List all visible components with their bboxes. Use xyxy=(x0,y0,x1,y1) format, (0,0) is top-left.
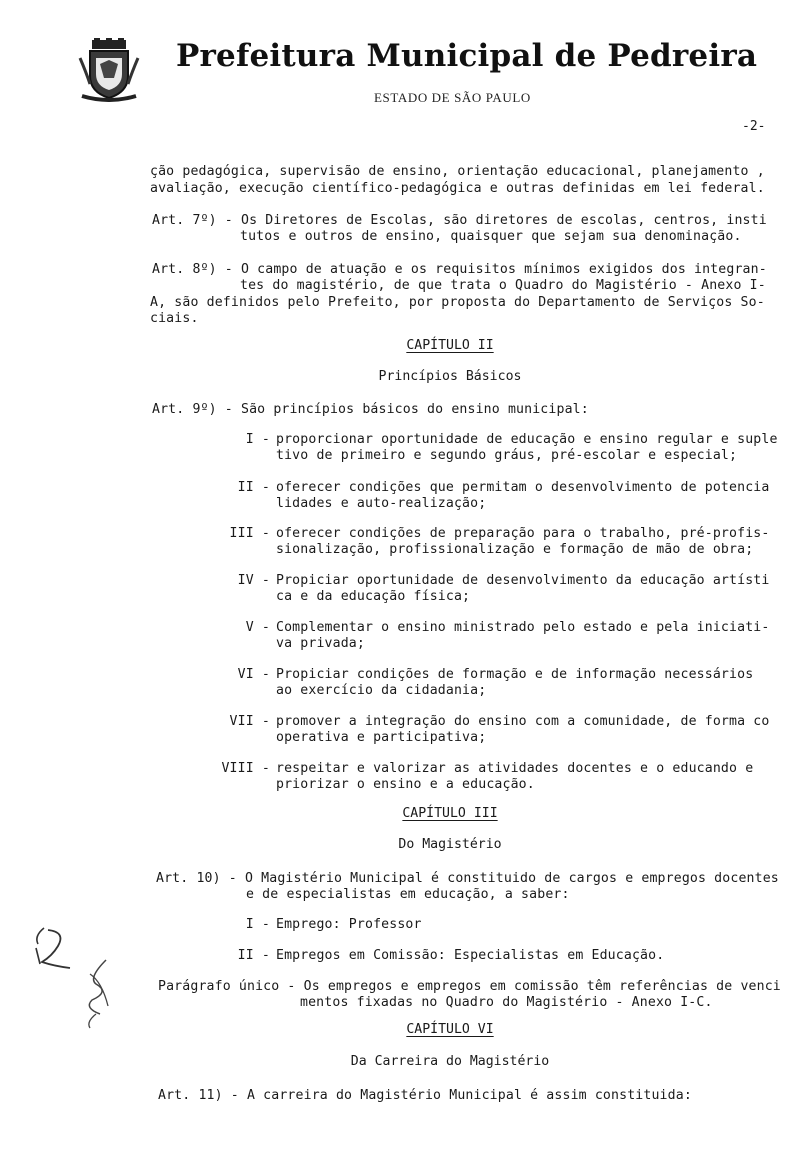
article-9-intro: Art. 9º) - São princípios básicos do ensino municipal: xyxy=(152,402,589,417)
item-numeral: II - xyxy=(237,480,270,495)
item-numeral: II - xyxy=(237,948,270,963)
chapter-3-subtitle: Do Magistério xyxy=(398,837,502,852)
chapter-2-subtitle: Princípios Básicos xyxy=(378,369,522,384)
list-item-line: Complementar o ensino ministrado pelo estado e pela iniciati- xyxy=(276,620,770,635)
list-item-line: priorizar o ensino e a educação. xyxy=(276,777,535,792)
article-8-line: A, são definidos pelo Prefeito, por proposta do Departamento de Serviços So- xyxy=(150,295,765,310)
list-item-line: va privada; xyxy=(276,636,365,651)
intro-line: ção pedagógica, supervisão de ensino, orientação educacional, planejamento , xyxy=(150,164,765,179)
state-subtitle: ESTADO DE SÃO PAULO xyxy=(374,90,531,105)
article-8-line: tes do magistério, de que trata o Quadro do Magistério - Anexo I- xyxy=(240,278,766,293)
chapter-6-subtitle: Da Carreira do Magistério xyxy=(350,1054,550,1069)
item-numeral: IV - xyxy=(237,573,270,588)
article-10-line: e de especialistas em educação, a saber: xyxy=(246,887,570,902)
municipal-crest-icon xyxy=(78,38,140,102)
paragraph-line: Parágrafo único - Os empregos e empregos em comissão têm referências de venci xyxy=(158,979,781,994)
list-item-line: Empregos em Comissão: Especialistas em Educação. xyxy=(276,948,665,963)
item-numeral: I - xyxy=(245,432,270,447)
item-numeral: I - xyxy=(245,917,270,932)
list-item-line: ca e da educação física; xyxy=(276,589,471,604)
item-numeral: VII - xyxy=(229,714,270,729)
list-item-line: oferecer condições de preparação para o trabalho, pré-profis- xyxy=(276,526,770,541)
item-numeral: III - xyxy=(229,526,270,541)
list-item-line: tivo de primeiro e segundo gráus, pré-escolar e especial; xyxy=(276,448,738,463)
list-item-line: lidades e auto-realização; xyxy=(276,496,487,511)
intro-line: avaliação, execução científico-pedagógica e outras definidas em lei federal. xyxy=(150,181,765,196)
list-item-line: Propiciar condições de formação e de informação necessários xyxy=(276,667,754,682)
chapter-6-heading: CAPÍTULO VI xyxy=(406,1022,494,1037)
chapter-2-heading: CAPÍTULO II xyxy=(406,338,494,353)
article-7-line: tutos e outros de ensino, quaisquer que sejam sua denominação. xyxy=(240,229,742,244)
list-item-line: promover a integração do ensino com a comunidade, de forma co xyxy=(276,714,770,729)
list-item-line: ao exercício da cidadania; xyxy=(276,683,487,698)
list-item-line: Propiciar oportunidade de desenvolvimento da educação artísti xyxy=(276,573,770,588)
article-8-line: ciais. xyxy=(150,311,199,326)
paragraph-line: mentos fixadas no Quadro do Magistério - Anexo I-C. xyxy=(300,995,713,1010)
list-item-line: operativa e participativa; xyxy=(276,730,487,745)
article-8-line: Art. 8º) - O campo de atuação e os requisitos mínimos exigidos dos integran- xyxy=(152,262,767,277)
chapter-3-heading: CAPÍTULO III xyxy=(402,806,498,821)
list-item-line: oferecer condições que permitam o desenvolvimento de potencia xyxy=(276,480,770,495)
page-number: -2- xyxy=(742,119,766,134)
article-11-line: Art. 11) - A carreira do Magistério Municipal é assim constituida: xyxy=(158,1088,692,1103)
list-item-line: respeitar e valorizar as atividades docentes e o educando e xyxy=(276,761,754,776)
list-item-line: sionalização, profissionalização e formação de mão de obra; xyxy=(276,542,754,557)
handwritten-initials-icon xyxy=(26,922,116,1032)
item-numeral: VI - xyxy=(237,667,270,682)
article-10-line: Art. 10) - O Magistério Municipal é constituido de cargos e empregos docentes xyxy=(156,871,779,886)
article-7-line: Art. 7º) - Os Diretores de Escolas, são diretores de escolas, centros, insti xyxy=(152,213,767,228)
list-item-line: proporcionar oportunidade de educação e ensino regular e suple xyxy=(276,432,778,447)
list-item-line: Emprego: Professor xyxy=(276,917,422,932)
item-numeral: V - xyxy=(245,620,270,635)
page-title: Prefeitura Municipal de Pedreira xyxy=(176,38,758,74)
item-numeral: VIII - xyxy=(221,761,270,776)
